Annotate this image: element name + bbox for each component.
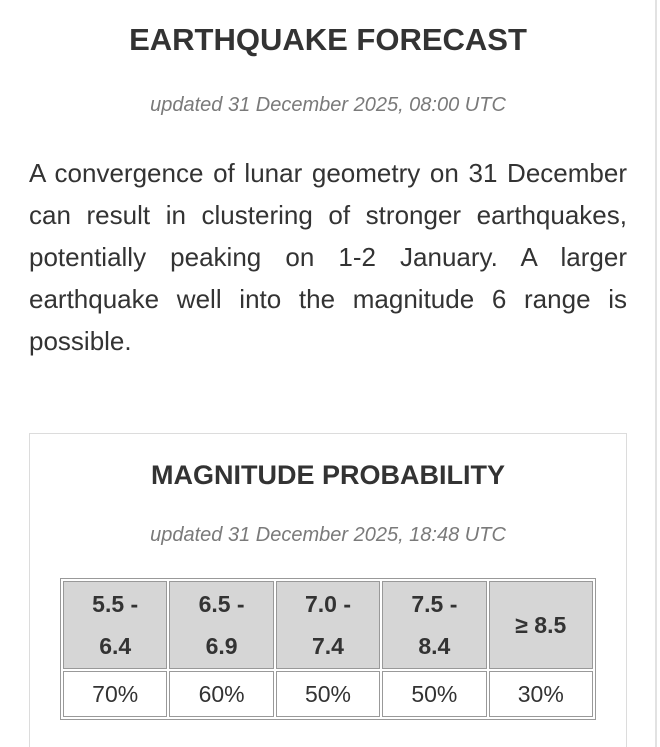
magnitude-range-to: 6.4 xyxy=(99,633,132,659)
magnitude-range-cell xyxy=(382,581,486,669)
page-title: EARTHQUAKE FORECAST xyxy=(129,22,527,57)
magnitude-range-from: 5.5 - xyxy=(92,591,139,617)
magnitude-range-from: 7.5 - xyxy=(411,591,458,617)
magnitude-range-from: 6.5 - xyxy=(198,591,245,617)
probability-value-cell: 50% xyxy=(276,671,380,717)
magnitude-range-from: ≥ 8.5 xyxy=(515,612,567,638)
magnitude-range-cell xyxy=(169,581,273,669)
magnitude-range-cell xyxy=(63,581,167,669)
magnitude-probability-panel xyxy=(29,433,627,747)
magnitude-range-from: 7.0 - xyxy=(304,591,351,617)
probability-title: MAGNITUDE PROBABILITY xyxy=(151,460,505,490)
forecast-updated-timestamp: updated 31 December 2025, 08:00 UTC xyxy=(150,94,506,116)
forecast-description: A convergence of lunar geometry on 31 December can result in clustering of stronger earthquakes, potentially peaking on 1-2 January. A larger earthquake well into the magnitude 6 range is possible. xyxy=(29,158,627,356)
magnitude-range-row xyxy=(63,581,593,669)
magnitude-range-to: 6.9 xyxy=(205,633,238,659)
magnitude-range-cell xyxy=(276,581,380,669)
magnitude-range-to: 7.4 xyxy=(311,633,344,659)
probability-value-row xyxy=(63,671,593,717)
magnitude-probability-table xyxy=(60,578,596,720)
magnitude-range-to: 8.4 xyxy=(418,633,451,659)
probability-value-cell: 70% xyxy=(63,671,167,717)
magnitude-range-cell xyxy=(489,581,593,669)
probability-value-cell: 60% xyxy=(169,671,273,717)
probability-value-cell: 50% xyxy=(382,671,486,717)
probability-updated-timestamp: updated 31 December 2025, 18:48 UTC xyxy=(150,524,506,546)
probability-value-cell: 30% xyxy=(489,671,593,717)
